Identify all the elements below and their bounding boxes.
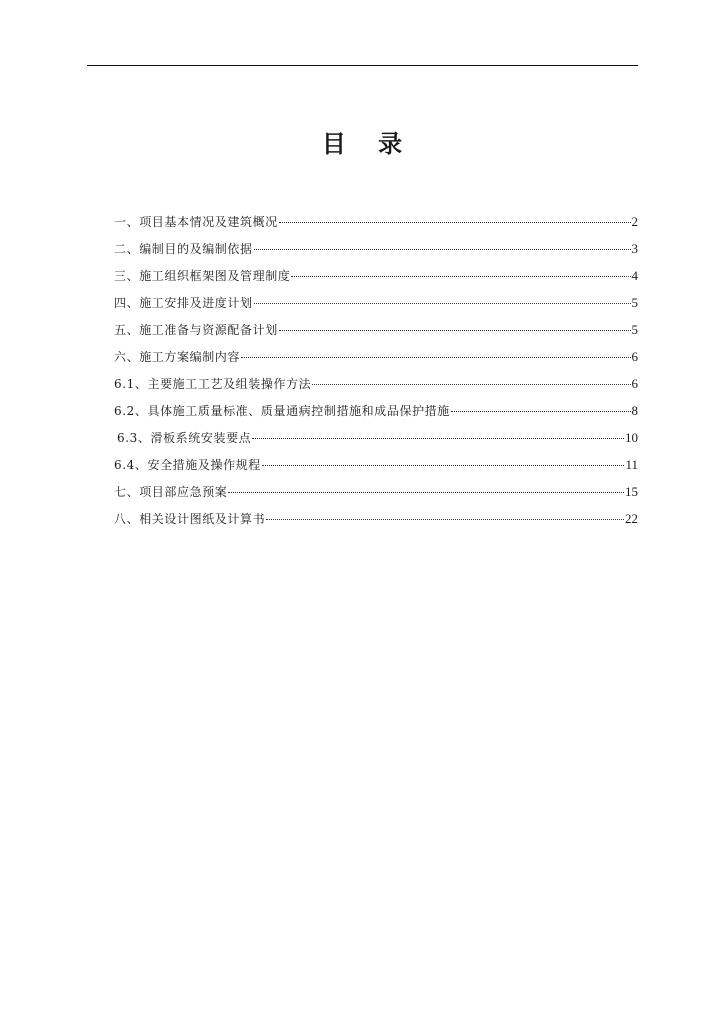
toc-entry[interactable] bbox=[114, 319, 638, 346]
toc-entry-page: 4 bbox=[631, 268, 638, 283]
table-of-contents bbox=[114, 211, 638, 535]
dot-leader bbox=[228, 492, 624, 493]
toc-entry-page: 2 bbox=[631, 214, 638, 229]
toc-entry-label: 六、施工方案编制内容 bbox=[114, 350, 241, 364]
toc-entry[interactable] bbox=[114, 508, 638, 535]
dot-leader bbox=[279, 222, 631, 223]
toc-entry[interactable] bbox=[114, 238, 638, 265]
toc-entry-page: 22 bbox=[625, 511, 638, 526]
toc-entry[interactable] bbox=[114, 454, 638, 481]
toc-entry[interactable] bbox=[114, 211, 638, 238]
toc-title: 目 录 bbox=[321, 129, 415, 158]
toc-entry-page: 5 bbox=[631, 295, 638, 310]
toc-entry[interactable] bbox=[114, 292, 638, 319]
toc-entry-label: 6.3、滑板系统安装要点 bbox=[117, 431, 252, 445]
toc-entry[interactable] bbox=[114, 373, 638, 400]
toc-entry-label: 八、相关设计图纸及计算书 bbox=[114, 512, 266, 526]
toc-entry-label: 三、施工组织框架图及管理制度 bbox=[114, 269, 291, 283]
toc-entry[interactable] bbox=[114, 400, 638, 427]
dot-leader bbox=[254, 303, 631, 304]
toc-entry-label: 四、施工安排及进度计划 bbox=[114, 296, 253, 310]
dot-leader bbox=[279, 330, 631, 331]
toc-entry[interactable] bbox=[114, 265, 638, 292]
dot-leader bbox=[266, 519, 624, 520]
dot-leader bbox=[241, 357, 630, 358]
header-rule bbox=[87, 65, 638, 66]
dot-leader bbox=[262, 465, 625, 466]
dot-leader bbox=[312, 384, 630, 385]
toc-entry-page: 11 bbox=[625, 457, 638, 472]
toc-entry-page: 6 bbox=[631, 376, 638, 391]
toc-entry-page: 3 bbox=[631, 241, 638, 256]
toc-entry[interactable] bbox=[114, 427, 638, 454]
toc-entry-label: 七、项目部应急预案 bbox=[114, 485, 228, 499]
toc-entry-page: 15 bbox=[625, 484, 638, 499]
dot-leader bbox=[252, 438, 624, 439]
toc-entry-label: 6.4、安全措施及操作规程 bbox=[114, 458, 261, 472]
dot-leader bbox=[291, 276, 630, 277]
toc-entry[interactable] bbox=[114, 346, 638, 373]
dot-leader bbox=[451, 411, 631, 412]
toc-entry-page: 8 bbox=[631, 403, 638, 418]
toc-entry-page: 10 bbox=[625, 430, 638, 445]
toc-entry-page: 5 bbox=[631, 322, 638, 337]
toc-entry-label: 五、施工准备与资源配备计划 bbox=[114, 323, 278, 337]
toc-entry-label: 6.2、具体施工质量标准、质量通病控制措施和成品保护措施 bbox=[114, 404, 450, 418]
toc-entry[interactable] bbox=[114, 481, 638, 508]
toc-entry-label: 二、编制目的及编制依据 bbox=[114, 242, 253, 256]
dot-leader bbox=[254, 249, 631, 250]
toc-entry-page: 6 bbox=[631, 349, 638, 364]
toc-entry-label: 6.1、主要施工工艺及组装操作方法 bbox=[114, 377, 312, 391]
toc-entry-label: 一、项目基本情况及建筑概况 bbox=[114, 215, 278, 229]
